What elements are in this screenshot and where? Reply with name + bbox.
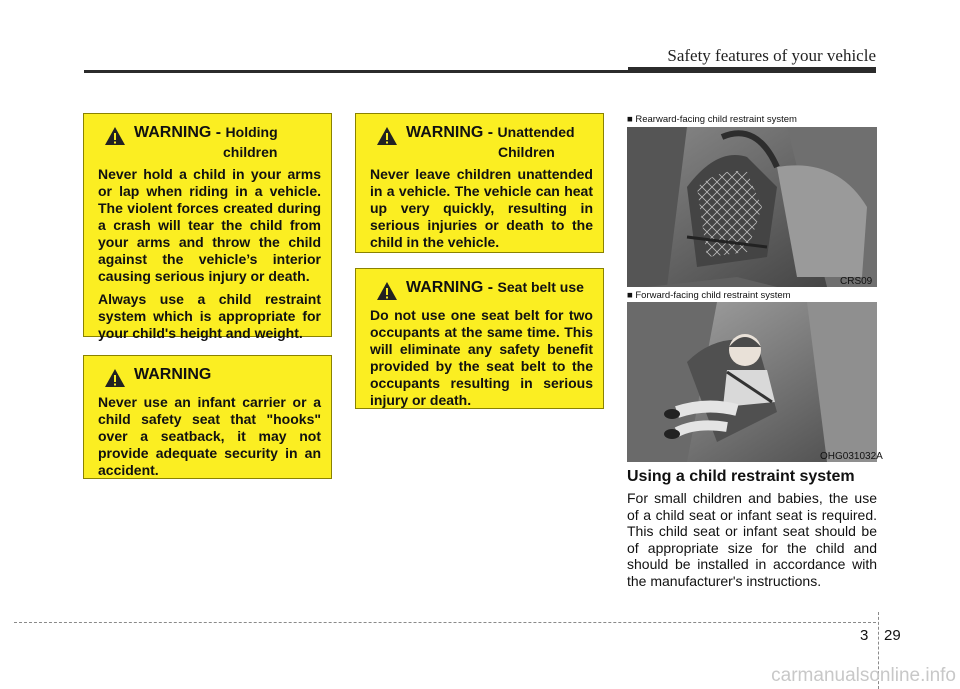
watermark: carmanualsonline.info: [771, 665, 956, 686]
warning-infant-carrier: [83, 355, 332, 479]
warning-triangle-icon: [104, 126, 126, 146]
warning-body: Always use a child restraint system which is appropriate for your child's height and weight.: [98, 291, 321, 341]
warning-triangle-icon: [104, 368, 126, 388]
footer-rule: [14, 622, 876, 623]
warning-subject-line2: Children: [498, 144, 555, 160]
section-heading: Using a child restraint system: [627, 468, 855, 485]
warning-body: Never use an infant carrier or a child safety seat that "hooks" over a seatback, it may not provide adequate security in an accident.: [98, 394, 321, 478]
figure-code-forward: OHG031032A: [820, 451, 883, 462]
chapter-number: 3: [860, 627, 869, 644]
warning-triangle-icon: [376, 281, 398, 301]
figure-caption-rearward: ■ Rearward-facing child restraint system: [627, 114, 797, 125]
warning-subject: Seat belt use: [497, 279, 584, 295]
warning-subject: Holding: [225, 124, 278, 140]
page-header-title: Safety features of your vehicle: [667, 46, 876, 65]
warning-label: WARNING -: [406, 124, 498, 141]
warning-label: WARNING -: [134, 124, 226, 141]
warning-holding-children: [83, 113, 332, 341]
warning-body: Never hold a child in your arms or lap when riding in a vehicle. The violent forces created during a crash will tear the child from your arms and throw the child against the vehicle’s interior causing serious injury or death.: [98, 166, 321, 284]
warning-unattended-children: [355, 113, 604, 253]
warning-body: Do not use one seat belt for two occupants at the same time. This will eliminate any safety benefit provided by the seat belt to the occupants resulting in serious injury or death.: [370, 307, 593, 408]
rearward-child-seat-photo: [627, 127, 877, 287]
figure-code-rearward: CRS09: [840, 276, 873, 287]
page-number: 29: [884, 627, 901, 644]
figure-caption-forward: ■ Forward-facing child restraint system: [627, 290, 791, 301]
section-body: For small children and babies, the use of a child seat or infant seat is required. This child seat or infant seat should be of appropriate size for the child and should be installed in accordance with the manufacturer's instructions.: [627, 490, 877, 589]
warning-body: Never leave children unattended in a vehicle. The vehicle can heat up very quickly, resulting in serious injuries or death to the child in the vehicle.: [370, 166, 593, 250]
warning-triangle-icon: [376, 126, 398, 146]
warning-label: WARNING: [134, 366, 212, 383]
warning-label: WARNING -: [406, 279, 498, 296]
warning-subject: Unattended: [497, 124, 575, 140]
warning-subject-line2: children: [223, 144, 278, 160]
warning-seat-belt-use: [355, 268, 604, 409]
forward-child-seat-photo: [627, 302, 877, 462]
header-rule-accent: [628, 67, 876, 73]
